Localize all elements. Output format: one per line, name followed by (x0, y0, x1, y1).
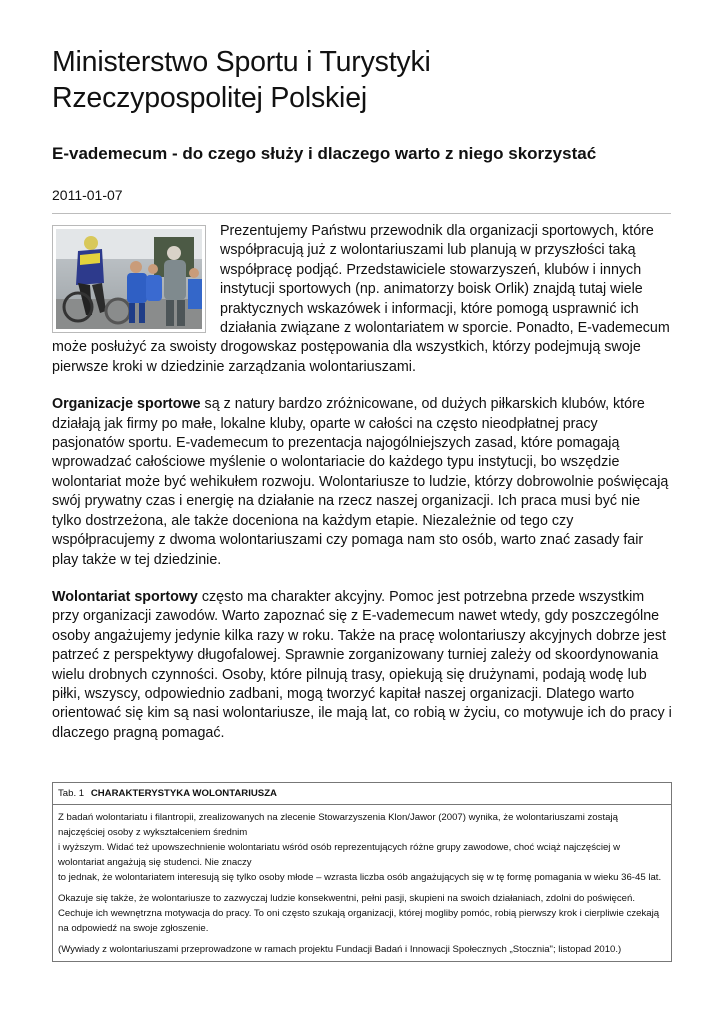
site-title-line2: Rzeczypospolitej Polskiej (52, 82, 367, 114)
organizations-text: są z natury bardzo zróżnicowane, od dużych piłkarskich klubów, które działają jak firmy po małe, lokalne kluby, oparte w całości na często nieodpłatnej pracy pasjonatów sportu. E-vademecum to prezentacja najogólniejszych zasad, które pomagają wprowadzać całościowe myślenie o wolontariacie do każdego typu instytucji, bo wszędzie wolontariat może być wehikułem rozwoju. Wolontariusze to ludzie, którzy dobrowolnie poświęcają swój prywatny czas i energię na działanie na rzecz naszej organizacji. Ich praca musi być nie tylko dostrzeżona, ale także doceniona na każdym etapie. Niezależnie od tego czy współpracujemy z dwoma wolontariuszami czy pomaga nam sto osób, warto znać zasady fair play także w tej dziedzinie. (52, 396, 669, 568)
table-body (53, 805, 671, 961)
volunteering-paragraph (52, 588, 672, 743)
volunteering-lead: Wolontariat sportowy (52, 588, 198, 605)
site-title-line1: Ministerstwo Sportu i Turystyki (52, 46, 431, 78)
table-paragraph (58, 810, 665, 885)
volunteering-text: często ma charakter akcyjny. Pomoc jest potrzebna przede wszystkim przy organizacji zawodów. Warto zapoznać się z E-vademecum nawet wtedy, gdy poszczególne osoby angażujemy jedynie kilka razy w roku. Także na pracę wolontariuszy akcyjnych dobrze jest patrzeć z perspektywy długofalowej. Sprawnie zorganizowany turniej zależy od skoordynowania wielu drobnych czynności. Osoby, które pilnują trasy, opiekują się drużynami, podają wodę lub piłki, wszyscy, odpowiednio zadbani, mogą tworzyć kapitał naszej organizacji. Dlatego warto orientować się kim są nasi wolontariusze, ile mają lat, co robią w życiu, co motywuje ich do pracy i dlaczego pragną pomagać. (52, 588, 672, 741)
divider (52, 213, 671, 214)
volunteer-table (52, 782, 672, 962)
volunteers-photo (56, 229, 202, 329)
table-title: CHARAKTERYSTYKA WOLONTARIUSZA (90, 788, 277, 799)
article-photo (52, 225, 206, 333)
article-title: E-vademecum - do czego służy i dlaczego warto z niego skorzystać (52, 144, 597, 163)
table-text-c: to jednak, że wolontariatem interesują się tylko osoby młode – wzrasta liczba osób angażujących się w tę formę pomagania w wieku 36-45 lat. (58, 872, 662, 883)
table-number: Tab. 1 (58, 788, 85, 799)
table-text-a: Z badań wolontariatu i filantropii, zrealizowanych na zlecenie Stowarzyszenia Klon/Jawor (2007) wynika, że wolontariuszami zostają najczęściej osoby z wykształceniem średnim (58, 812, 618, 838)
intro-text: Prezentujemy Państwu przewodnik dla organizacji sportowych, które współpracują już z wolontariuszami lub planują w przyszłości taką współpracę podjąć. Przedstawiciele stowarzyszeń, klubów i innych instytucji sportowych (np. animatorzy boisk Orlik) znajdą tutaj wiele praktycznych wskazówek i informacji, które pomogą usprawnić ich działania związane z wolontariatem w sporcie. Ponadto, E-vademecum może posłużyć za swoisty drogowskaz postępowania dla wszystkich, którzy podejmują swoje pierwsze kroki w dziedzinie zarządzania wolontariuszami. (52, 223, 670, 375)
article-body (52, 222, 672, 761)
table-text-b: i wyższym. Widać też upowszechnienie wolontariatu wśród osób reprezentujących różne grupy zawodowe, choć wciąż najczęściej w wolontariat angażują się studenci. Nie znaczy (58, 842, 621, 868)
table-header (53, 783, 671, 805)
organizations-paragraph (52, 395, 672, 570)
table-paragraph: Okazuje się także, że wolontariusze to zazwyczaj ludzie konsekwentni, pełni pasji, skupieni na swoich działaniach, zdolni do poświęceń. Cechuje ich wewnętrzna motywacja do pracy. To oni często szukają organizacji, której mogliby pomóc, robią pierwszy krok i cierpliwie czekają na odpowiedź na swoje zgłoszenie. (58, 893, 660, 934)
article-date: 2011-01-07 (52, 187, 123, 203)
site-title (52, 44, 672, 116)
intro-paragraph (52, 222, 672, 377)
organizations-lead: Organizacje sportowe (52, 396, 201, 413)
table-source: (Wywiady z wolontariuszami przeprowadzone w ramach projektu Fundacji Badań i Innowacji Społecznych „Stocznia"; listopad 2010.) (58, 944, 622, 955)
